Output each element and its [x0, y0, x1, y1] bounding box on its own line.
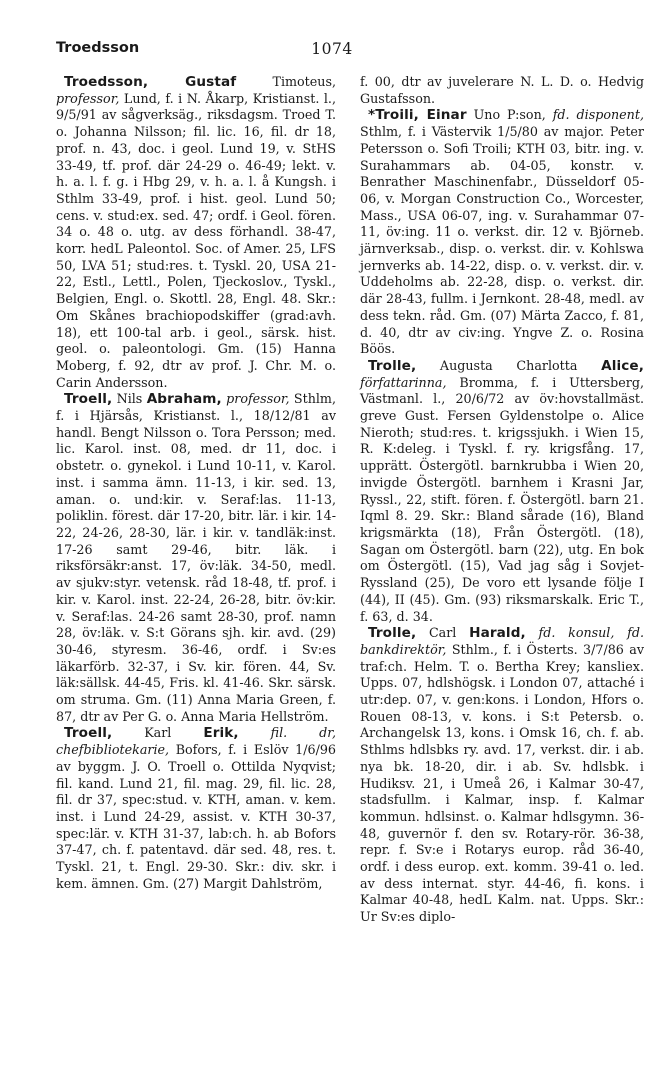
entry-troili-einar — [360, 107, 644, 358]
entry-continuation — [360, 74, 644, 107]
running-head-title: Troedsson — [56, 40, 140, 56]
entry-given-names: Timoteus, — [236, 74, 336, 89]
entry-occupation: fd. konsul, fd. bankdirektör, — [360, 625, 644, 657]
entry-body: Bofors, f. i Eslöv 1/6/96 av byggm. J. O. Troell o. Ottilda Nyqvist; fil. kand. Lund 21, fil. mag. 29, fil. lic. 28, fil. dr 37, spec:stud. v. KTH, aman. v. kem. inst. i Lund 24-29, assist. v. KTH 30-37, spec:lär. v. KTH 31-37, lab:ch. h. ab Bofors 37-47, ch. f. patentavd. där sed. 48, res. t. Tyskl. 21, t. Engl. 29-30. Skr.: div. skr. i kem. ämnen. Gm. (27) Margit Dahlström, — [56, 742, 336, 891]
entry-body: f. 00, dtr av juvelerare N. L. D. o. Hedvig Gustafsson. — [360, 74, 644, 106]
entry-headword: Trolle, — [368, 357, 417, 374]
entry-given-names: Augusta Charlotta — [416, 357, 602, 373]
left-column — [56, 74, 336, 892]
entry-occupation: fil. dr, chefbibliotekarie, — [56, 725, 336, 758]
entry-occupation: professor, — [56, 90, 120, 106]
entry-occupation: författarinna, — [360, 374, 447, 390]
entry-trolle-carl — [360, 625, 644, 926]
entry-given-names: Uno P:son, — [466, 107, 553, 123]
entry-troell-nils — [56, 391, 336, 725]
entry-headword: Troell, — [64, 391, 113, 408]
entry-occupation: fd. disponent, — [552, 107, 644, 123]
entry-given-names: Nils — [112, 391, 147, 407]
entry-given-names: Carl — [416, 625, 470, 641]
entry-body: Sthlm, f. i Västervik 1/5/80 av major. Peter Petersson o. Sofi Troili; KTH 03, bitr. ing. v. Surahammars ab. 04-05, konstr. v. Benrather Maschinenfabr., Düsseldorf 05-06, v. Morgan Construction Co., Worcester, Mass., USA 06-07, ing. v. Surahammar 07-11, öv:ing. 11 o. verkst. dir. 12 v. Björneb. järnverksab., disp. o. verkst. dir. v. Kohlswa jernverks ab. 14-22, disp. o. v. verkst. dir. v. Uddeholms ab. 22-28, disp. o. verkst. dir. där 28-43, fullm. i Jernkont. 28-48, medl. av dess tekn. råd. Gm. (07) Märta Zacco, f. 81, d. 40, dtr av civ:ing. Yngve Z. o. Rosina Böös. — [360, 124, 644, 357]
entry-headword: Trolle, — [368, 625, 417, 642]
entry-headword: Troedsson, Gustaf — [64, 74, 237, 90]
entry-given-names: Karl — [112, 725, 204, 741]
entry-headword: *Troili, Einar — [368, 107, 467, 124]
entry-trolle-augusta — [360, 358, 644, 625]
entry-headword-callname: Erik, — [203, 725, 239, 742]
entry-headword-callname: Harald, — [469, 625, 526, 642]
entry-body: Bromma, f. i Uttersberg, Västmanl. l., 20/6/72 av öv:hovstallmäst. greve Gust. Fersen Gyldenstolpe o. Alice Nieroth; stud:res. t. krigssjukh. i Wien 15, R. K:deleg. i Tyskl. f. ry. krigsfång. 17, upprätt. Östergötl. barnkrubba i Wien 20, invigde Östergötl. barnhem i Krasni Jar, Ryssl., 22, stift. fören. f. Östergötl. barn 21. Iqml 8. 29. Skr.: Bland sårade (16), Bland krigsmärkta (18), Från Östergötl. (18), Sagan om Östergötl. barn (22), utg. En bok om Östergötl. (15), Vad jag såg i Sovjet-Ryssland (25), De voro ett lysande följe I (44), II (45). Gm. (93) riksmarskalk. Eric T., f. 63, d. 34. — [360, 374, 644, 624]
entry-body: Sthlm, f. i Hjärsås, Kristianst. l., 18/12/81 av handl. Bengt Nilsson o. Tora Persson; med. lic. Karol. inst. 08, med. dr 11, doc. i obstetr. o. gynekol. i Lund 10-11, v. Karol. inst. i samma ämn. 11-13, i kir. sed. 13, aman. o. und:kir. v. Seraf:las. 11-13, poliklin. förest. där 17-20, bitr. lär. i kir. 14-22, 24-26, 28-30, lär. i kir. v. tandläk:inst. 17-26 samt 29-46, bitr. läk. i riksförsäkr:anst. 17, öv:läk. 34-50, medl. av sjukv:styr. vetensk. råd 18-48, tf. prof. i kir. v. Karol. inst. 22-24, 26-28, bitr. öv:kir. v. Seraf:las. 24-26 samt 28-30, prof. namn 28, öv:läk. v. S:t Görans sjh. kir. avd. (29) 30-46, styresm. 36-46, ordf. i Sv:es läkarförb. 32-37, i Sv. kir. fören. 44, Sv. läk:sällsk. 44-45, Fris. kl. 41-46. Skr. särsk. om struma. Gm. (11) Anna Maria Green, f. 87, dtr av Per G. o. Anna Maria Hellström. — [56, 391, 336, 724]
entry-headword-callname: Alice, — [601, 357, 644, 374]
entry-occupation: professor, — [221, 391, 290, 407]
entry-headword: Troell, — [64, 725, 113, 742]
right-column — [360, 74, 644, 926]
entry-troedsson-gustaf — [56, 74, 336, 391]
entry-headword-callname: Abraham, — [146, 391, 222, 408]
entry-troell-karl — [56, 725, 336, 892]
entry-body: Lund, f. i N. Åkarp, Kristianst. l., 9/5/91 av sågverksäg., riksdagsm. Troed T. o. Johanna Nilsson; fil. lic. 16, fil. dr 18, prof. n. 43, doc. i geol. Lund 19, v. StHS 33-49, tf. prof. där 24-29 o. 46-49; lekt. v. h. a. l. f. g. i Hbg 29, v. h. a. l. å Kungsh. i Sthlm 33-49, prof. i hist. geol. Lund 50; cens. v. stud:ex. sed. 47; ordf. i Geol. fören. 34 o. 48 o. utg. av dess förhandl. 38-47, korr. hedL Paleontol. Soc. of Amer. 25, LFS 50, LVA 51; stud:res. t. Tyskl. 20, USA 21-22, Estl., Lettl., Polen, Tjeckoslov., Tyskl., Belgien, Engl. o. Skottl. 28, Engl. 48. Skr.: Om Skånes brachiopodskiffer (grad:avh. 18), ett 100-tal arb. i geol., särsk. hist. geol. o. paleontologi. Gm. (15) Hanna Moberg, f. 92, dtr av prof. J. Chr. M. o. Carin Andersson. — [56, 90, 336, 390]
page-number: 1074 — [311, 40, 353, 58]
running-head — [56, 40, 608, 62]
entry-body: Sthlm., f. i Österts. 3/7/86 av traf:ch. Helm. T. o. Bertha Krey; kansliex. Upps. 07, hdlshögsk. i London 07, attaché i utr:dep. 07, v. gen:kons. i London, Hfors o. Rouen 08-13, v. kons. i S:t Petersb. o. Archangelsk 13, kons. i Omsk 16, ch. f. ab. Sthlms hdlsbks ry. avd. 17, verkst. dir. i ab. nya bk. 18-20, dir. i ab. Sv. hdlsbk. i Hudiksv. 21, i Umeå 26, i Kalmar 30-47, stadsfullm. i Kalmar, insp. f. Kalmar kommun. hdlsinst. o. Kalmar hdlsgymn. 36-48, guvernör f. den sv. Rotary-rör. 36-38, repr. f. Sv:e i Rotarys europ. råd 36-40, ordf. i dess europ. ext. komm. 39-41 o. led. av dess internat. styr. 44-46, fi. kons. i Kalmar 40-48, hedL Kalm. nat. Upps. Skr.: Ur Sv:es diplo- — [360, 641, 644, 925]
